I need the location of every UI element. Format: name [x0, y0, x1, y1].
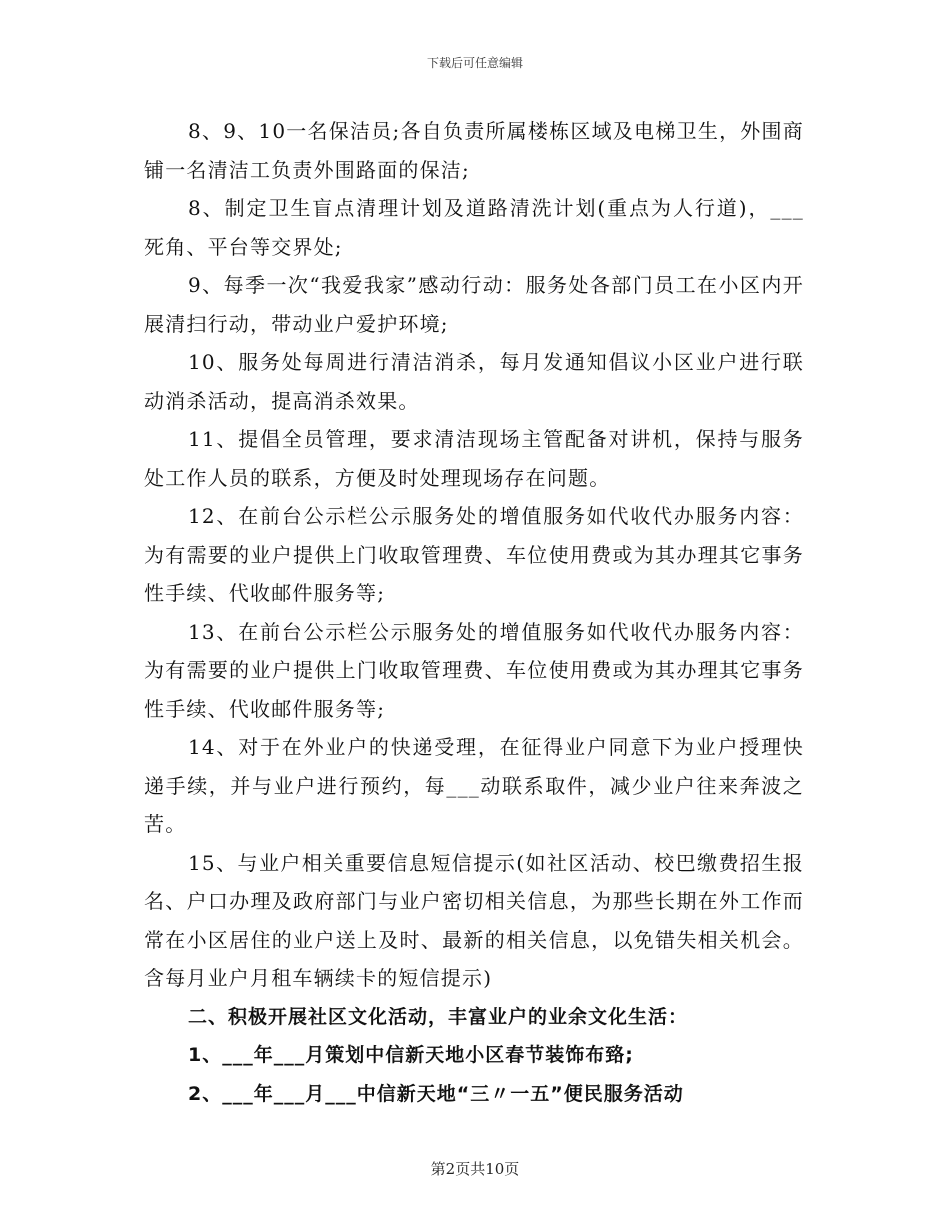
section-heading: 二、积极开展社区文化活动，丰富业户的业余文化生活：: [188, 1005, 689, 1028]
paragraph-express-delivery: 14、对于在外业户的快递受理，在征得业户同意下为业户授理快递手续，并与业户进行预约，每___动联系取件，减少业户往来奔波之苦。: [144, 735, 804, 836]
paragraph-sms-notice: 15、与业户相关重要信息短信提示(如社区活动、校巴缴费招生报名、户口办理及政府部门与业户密切相关信息，为那些长期在外工作而常在小区居住的业户送上及时、最新的相关信息，以免错失相关机会。含每月业户月租车辆续卡的短信提示): [144, 850, 804, 990]
paragraph-hygiene-plan: 8、制定卫生盲点清理计划及道路清洗计划(重点为人行道)，___死角、平台等交界处;: [144, 196, 804, 259]
section-item: 1、___年___月策划中信新天地小区春节装饰布臵;: [188, 1044, 634, 1066]
paragraph-i-love-my-home: 9、每季一次“我爱我家”感动行动：服务处各部门员工在小区内开展清扫行动，带动业户爱护环境;: [144, 273, 804, 336]
page-header: 下载后可任意编辑: [426, 56, 523, 70]
document-body: [144, 112, 804, 1113]
paragraph-disinfection: 10、服务处每周进行清洁消杀，每月发通知倡议小区业户进行联动消杀活动，提高消杀效果。: [144, 350, 804, 413]
paragraph-all-staff-management: 11、提倡全员管理，要求清洁现场主管配备对讲机，保持与服务处工作人员的联系，方便及时处理现场存在问题。: [144, 427, 804, 490]
page-footer: 第2页共10页: [430, 1160, 520, 1178]
paragraph-value-added-services-13: 13、在前台公示栏公示服务处的增值服务如代收代办服务内容：为有需要的业户提供上门收取管理费、车位使用费或为其办理其它事务性手续、代收邮件服务等;: [144, 619, 804, 721]
paragraph-cleaners: 8、9、10一名保洁员;各自负责所属楼栋区域及电梯卫生，外围商铺一名清洁工负责外围路面的保洁;: [144, 119, 804, 182]
section-item: 2、___年___月___中信新天地“三〃一五”便民服务活动: [188, 1082, 684, 1105]
paragraph-value-added-services-12: 12、在前台公示栏公示服务处的增值服务如代收代办服务内容：为有需要的业户提供上门收取管理费、车位使用费或为其办理其它事务性手续、代收邮件服务等;: [144, 504, 804, 605]
